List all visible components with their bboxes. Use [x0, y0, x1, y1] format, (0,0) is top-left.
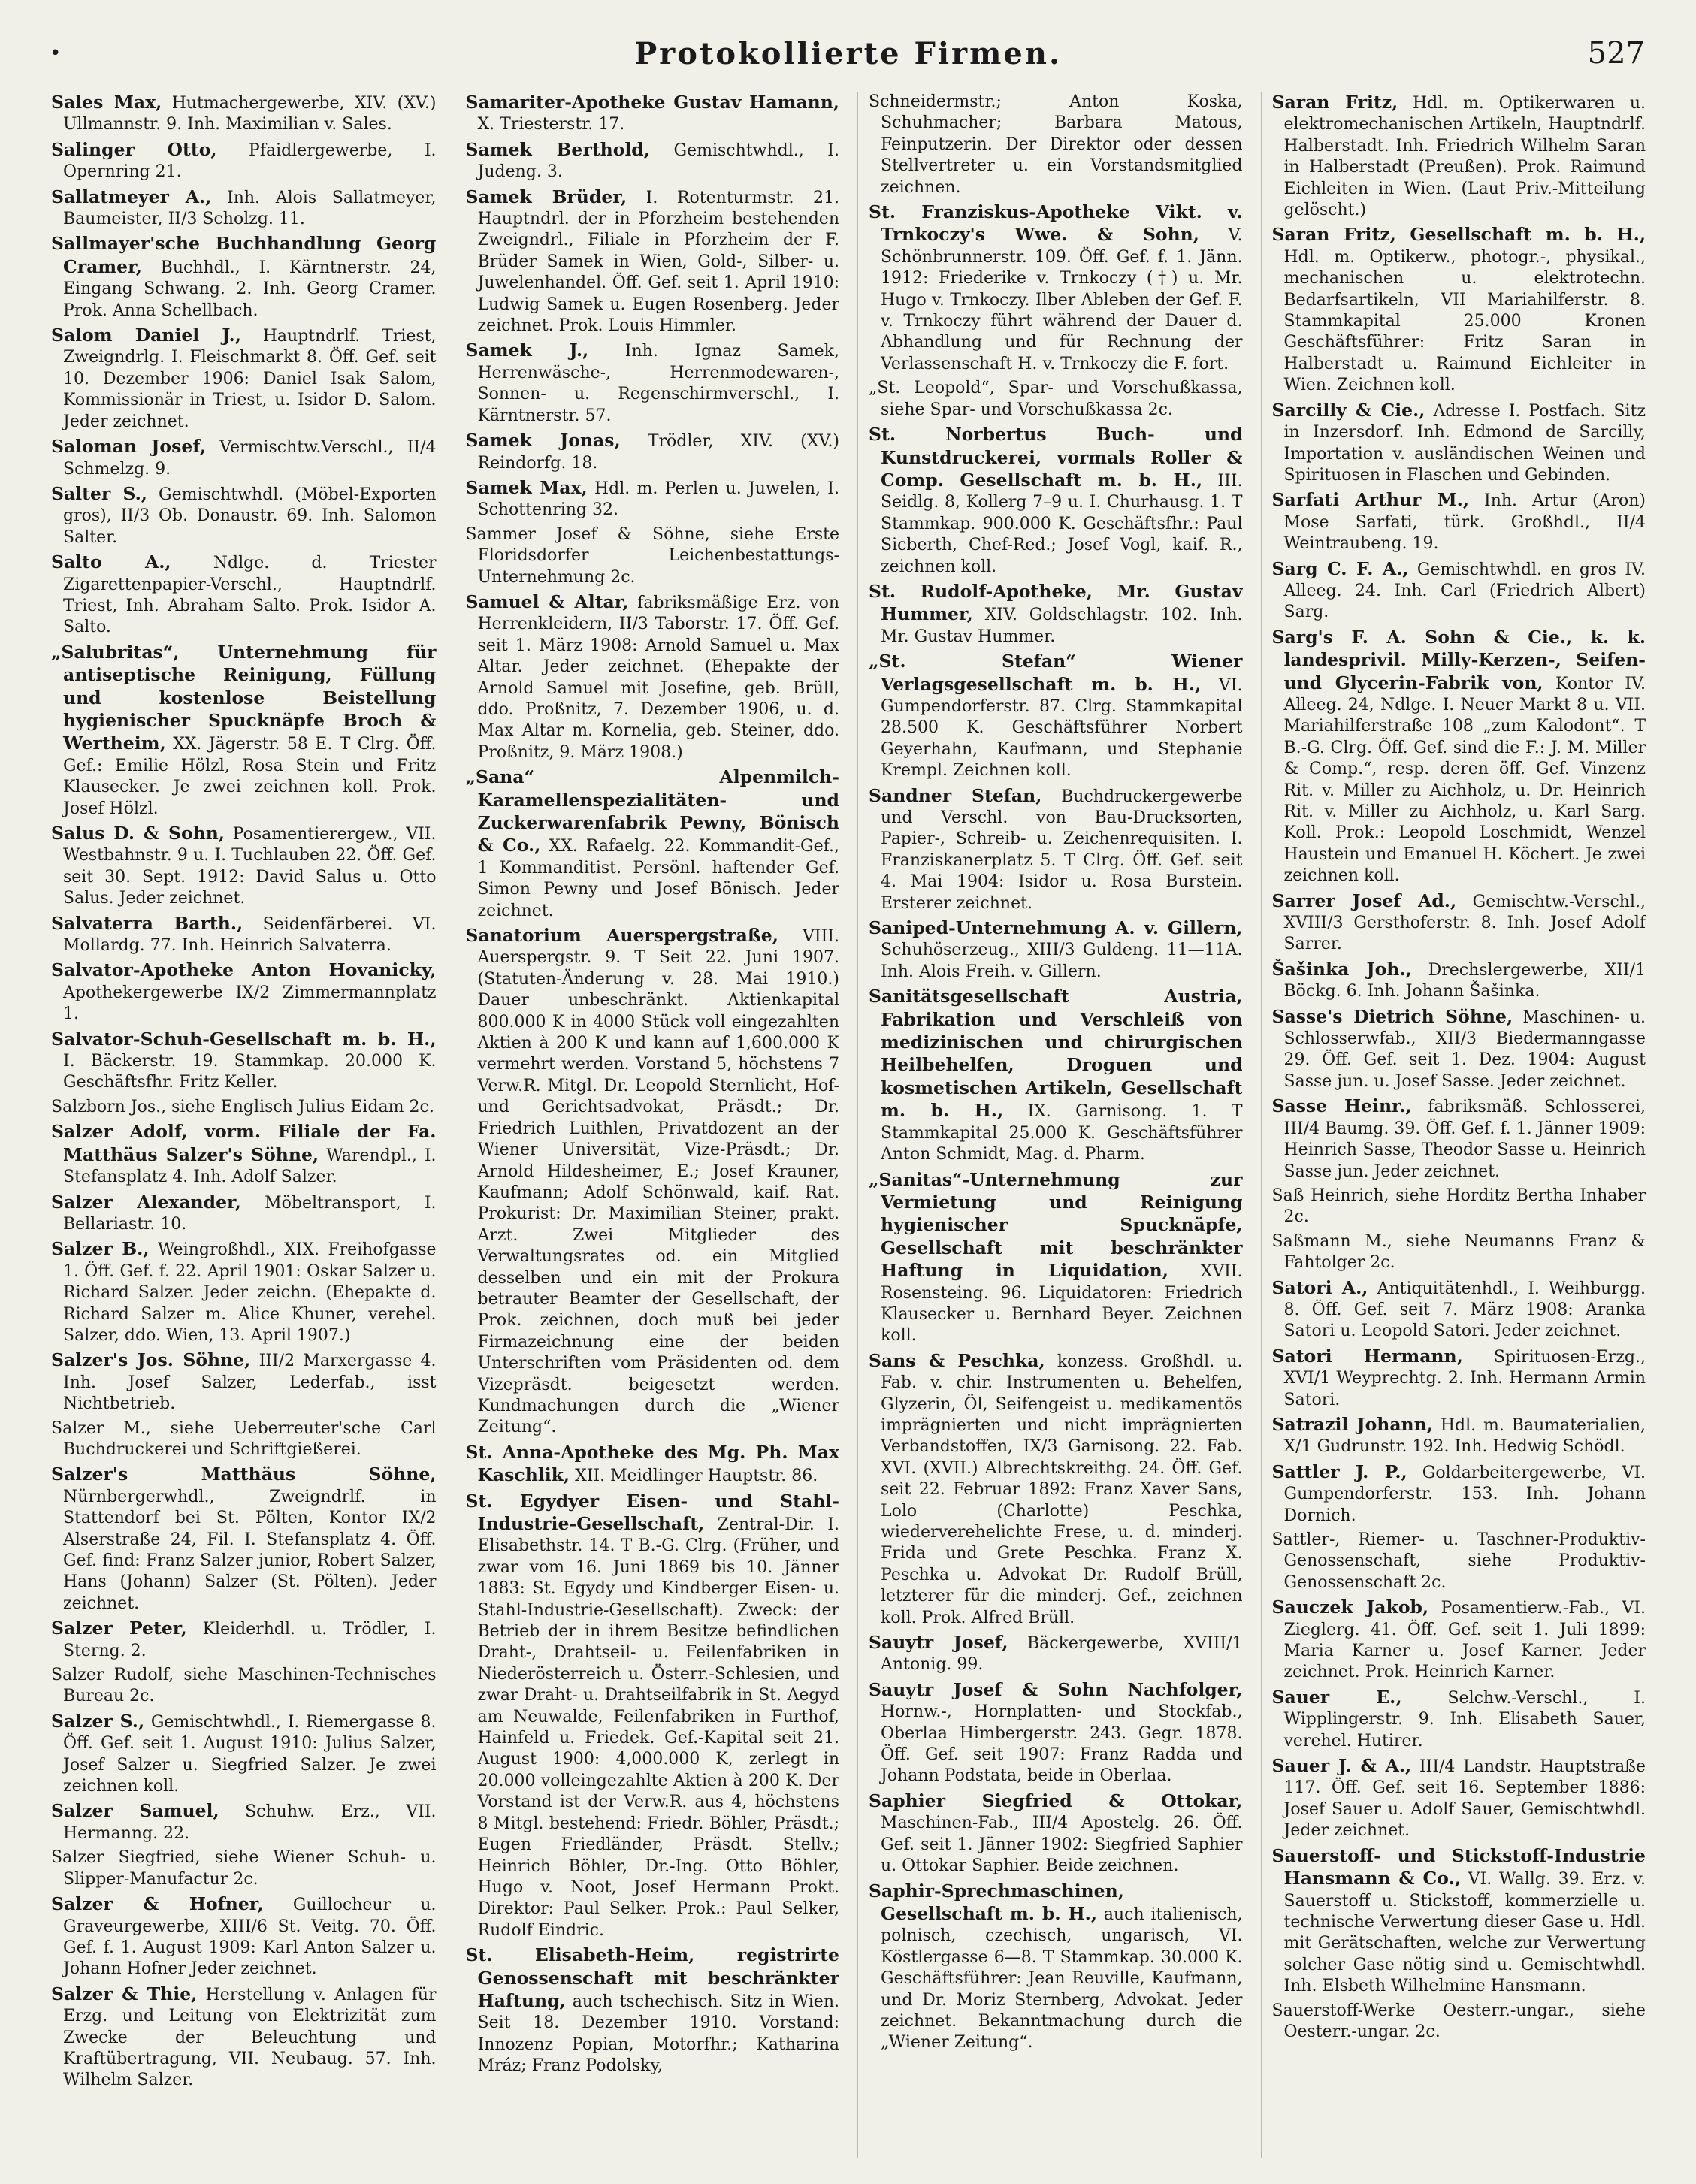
entry-details: VIII. Auerspergstr. 9. T Seit 22. Juni 1907. (Statuten-Änderung v. 28. Mai 1910.) Dauer unbeschränkt. Aktienkapital 800.000 K in 4000 Stück voll eingezahlten Aktien à 200 K und kann auf 1,600.000 K vermehrt werden. Vorstand 5, höchstens 7 Verw.R. Mitgl. Dr. Leopold Sternlicht, Hof- und Gerichtsadvokat, Präsdt.; Dr. Friedrich Luithlen, Privatdozent an der Wiener Universität, Vize-Präsdt.; Dr. Arnold Hildesheimer, E.; Josef Krauner, Kaufmann; Adolf Schönwald, kaif. Rat. Prokurist: Dr. Maximilian Steiner, prakt. Arzt. Zwei Mitglieder des Verwaltungsrates od. ein Mitglied desselben und ein mit der Prokura betrauter Beamter der Gesellschaft, der Prok. zeichnen, doch muß bei jeder Firmazeichnung eine der beiden Unterschriften vom Präsidenten od. dem Vizepräsdt. beigesetzt werden. Kundmachungen durch die „Wiener Zeitung“. — [477, 927, 839, 1437]
directory-entry — [51, 186, 437, 231]
firm-name: Sarrer Josef Ad., — [1271, 890, 1457, 911]
entry-details: Spirituosen-Erzg., XVI/1 Weyprechtg. 2. Inh. Hermann Armin Satori. — [1283, 1347, 1646, 1409]
firm-name: Sales Max, — [51, 92, 162, 113]
entry-details: „St. Leopold“, Spar- und Vorschußkassa, siehe Spar- und Vorschußkassa 2c. — [869, 379, 1243, 419]
directory-entry — [466, 1944, 840, 2077]
directory-entry — [51, 436, 437, 480]
entry-details: Salzborn Jos., siehe Englisch Julius Eidam 2c. — [51, 1097, 434, 1116]
firm-name: Sarfati Arthur M., — [1271, 489, 1469, 511]
firm-name: Salzer B., — [51, 1238, 150, 1260]
page-title: Protokollierte Firmen. — [634, 36, 1062, 71]
entry-details: Hdl. m. Optikerw., photogr.-, physikal., mechanischen u. elektrotechn. Bedarfsartikeln, VII Mariahilferstr. 8. Stammkapital 25.000 Kronen Geschäftsführer: Fritz Saran in Halberstadt u. Raimund Eichleiter in Wien. Zeichnen koll. — [1283, 247, 1646, 395]
firm-name: Salinger Otto, — [51, 138, 217, 160]
entry-details: fabriksmäß. Schlosserei, III/4 Baumg. 39. Öff. Gef. f. 1. Jänner 1909: Heinrich Sasse, Theodor Sasse u. Heinrich Sasse jun. Jeder zeichnet. — [1283, 1098, 1646, 1181]
entry-details: Sattler-, Riemer- u. Taschner-Produktiv-Genossenschaft, siehe Produktiv-Genossenschaft 2c. — [1271, 1530, 1646, 1592]
entry-details: Saß Heinrich, siehe Horditz Bertha Inhaber 2c. — [1271, 1186, 1646, 1227]
firm-name: Salzer S., — [51, 1710, 145, 1732]
directory-entry — [1272, 1596, 1646, 1684]
firm-name: Salzer & Hofner, — [51, 1893, 264, 1915]
firm-name: Sallmayer'sche Buchhandlung Georg Cramer, — [51, 233, 437, 277]
firm-name: Salzer Peter, — [51, 1618, 187, 1639]
directory-entry — [1272, 1530, 1646, 1593]
directory-entry — [1272, 1231, 1646, 1274]
entry-details: VI. Wallg. 39. Erz. v. Sauerstoff u. Stickstoff, kommerzielle u. technische Verwertung dieser Gase u. Hdl. mit Gerätschaften, welche zur Verwertung solcher Gase nötig sind u. Gemischtwhdl. Inh. Elsbeth Wilhelmine Hansmann. — [1283, 1870, 1646, 1996]
entry-details: XX. Rafaelg. 22. Kommandit-Gef., 1 Kommanditist. Persönl. haftender Gef. Simon Pewny und Josef Bönisch. Jeder zeichnet. — [477, 837, 839, 920]
directory-entry — [869, 785, 1243, 914]
firm-name: Sauer J. & A., — [1271, 1755, 1412, 1777]
entry-details: Herstellung v. Anlagen für Erzg. und Leitung von Elektrizität zum Zwecke der Beleuchtung und Kraftübertragung, VII. Neubaug. 57. Inh. Wilhelm Salzer. — [63, 1985, 437, 2090]
directory-entry — [1272, 1414, 1646, 1458]
entry-details: Maschinen-Fab., III/4 Apostelg. 26. Öff. Gef. seit 1. Jänner 1902: Siegfried Saphier u. Ottokar Saphier. Beide zeichnen. — [881, 1814, 1243, 1876]
firm-name: Salom Daniel J., — [51, 325, 241, 346]
firm-name: „Salubritas“, Unternehmung für antiseptische Reinigung, Füllung und kostenlose Beistellung hygienischer Spucknäpfe Broch & Wertheim, — [51, 641, 437, 754]
firm-name: St. Anna-Apotheke des Mg. Ph. Max Kaschlik, — [465, 1441, 839, 1486]
entry-details: Posamentierw.-Fab., VI. Zieglerg. 41. Öff. Gef. seit 1. Juli 1899: Maria Karner u. Josef Karner. Jeder zeichnet. Prok. Heinrich Karner. — [1283, 1599, 1646, 1682]
entry-details: Salzer Rudolf, siehe Maschinen-Technisches Bureau 2c. — [51, 1666, 437, 1706]
firm-name: Samek J., — [465, 340, 589, 361]
entry-details: Maschinen- u. Schlosserwfab., XII/3 Biedermanngasse 29. Öff. Gef. seit 1. Dez. 1904: August Sasse jun. u. Josef Sasse. Jeder zeichnet. — [1283, 1007, 1646, 1091]
directory-entry — [1272, 1687, 1646, 1752]
directory-entry — [1272, 92, 1646, 221]
directory-entry — [1272, 1186, 1646, 1228]
directory-entry — [51, 1192, 437, 1236]
directory-entry — [466, 477, 840, 521]
entry-details: IX. Garnisong. 1. T Stammkapital 25.000 K. Geschäftsführer Anton Schmidt, Mag. d. Pharm. — [881, 1102, 1243, 1164]
column-3 — [857, 92, 1243, 2158]
directory-entry — [51, 92, 437, 136]
firm-name: Sans & Peschka, — [869, 1349, 1045, 1371]
firm-name: Saniped-Unternehmung A. v. Gillern, — [869, 917, 1243, 939]
directory-entry — [869, 581, 1243, 648]
directory-entry — [466, 430, 840, 474]
entry-details: Selchw.-Verschl., I. Wipplingerstr. 9. Inh. Elisabeth Sauer, verehel. Hutirer. — [1283, 1688, 1646, 1751]
directory-entry — [51, 1029, 437, 1094]
firm-name: Sauytr Josef, — [869, 1632, 1008, 1654]
directory-entry — [869, 201, 1243, 375]
entry-details: Möbeltransport, I. Bellariastr. 10. — [63, 1193, 437, 1234]
firm-name: Salzer's Matthäus Söhne, — [51, 1464, 437, 1485]
directory-entry — [51, 913, 437, 957]
firm-name: Sarcilly & Cie., — [1271, 399, 1425, 421]
firm-name: St. Rudolf-Apotheke, Mr. Gustav Hummer, — [869, 580, 1243, 625]
firm-name: Sauerstoff- und Stickstoff-Industrie Hansmann & Co., — [1271, 1844, 1646, 1889]
entry-details: III. Seidlg. 8, Kollerg 7–9 u. I. Churhausg. 1. T Stammkap. 900.000 K. Geschäftsfhr.: Paul Sicberth, Chef-Red.; Josef Vogl, kaif. R., zeichnen koll. — [881, 471, 1243, 576]
column-4 — [1261, 92, 1646, 2158]
directory-entry — [1272, 224, 1646, 396]
firm-name: St. Norbertus Buch- und Kunstdruckerei, vormals Roller & Comp. Gesellschaft m. b. H., — [869, 424, 1243, 491]
directory-entry — [466, 524, 840, 588]
firm-name: Sanitätsgesellschaft Austria, Fabrikation und Verschleiß von medizinischen und chirurgischen Heilbehelfen, Droguen und kosmetischen Artikeln, Gesellschaft m. b. H., — [869, 986, 1243, 1122]
entry-details: Adresse I. Postfach. Sitz in Inzersdorf. Inh. Edmond de Sarcilly, Importation v. ausländischen Weinen und Spirituosen in Flaschen und Gebinden. — [1283, 401, 1646, 485]
entry-details: I. Rotenturmstr. 21. Hauptndrl. der in Pforzheim bestehenden Zweigndrl., Filiale in Pforzheim der F. Brüder Samek in Wien, Gold-, Silber- u. Juwelenhandel. Öff. Gef. seit 1. April 1910: Ludwig Samek u. Eugen Rosenberg. Jeder zeichnet. Prok. Louis Himmler. — [477, 188, 839, 336]
directory-entry — [51, 139, 437, 183]
directory-entry — [51, 1418, 437, 1461]
firm-name: Samek Max, — [465, 476, 588, 498]
firm-name: St. Elisabeth-Heim, registrirte Genossenschaft mit beschränkter Haftung, — [465, 1944, 839, 2011]
entry-details: Hdl. m. Optikerwaren u. elektromechanischen Artikeln, Hauptndrlf. Halberstadt. Inh. Friedrich Wilhelm Saran in Halberstadt (Preußen). Prok. Raimund Eichleiten in Wien. (Laut Priv.-Mitteilung gelöscht.) — [1283, 94, 1646, 220]
entry-details: Salzer M., siehe Ueberreuter'sche Carl Buchdruckerei und Schriftgießerei. — [51, 1418, 437, 1459]
entry-details: III/2 Marxergasse 4. Inh. Josef Salzer, Lederfab., isst Nichtbetrieb. — [63, 1352, 437, 1414]
firm-name: Šašinka Joh., — [1271, 958, 1412, 980]
entry-details: Hornw.-, Hornplatten- und Stockfab., Oberlaa Himbergerstr. 243. Gegr. 1878. Öff. Gef. seit 1907: Franz Radda und Johann Podstata, beide in Oberlaa. — [881, 1702, 1243, 1786]
entry-details: Hdl. m. Perlen u. Juwelen, I. Schottenring 32. — [477, 479, 839, 520]
directory-entry — [51, 1893, 437, 1980]
firm-name: Saloman Josef, — [51, 436, 207, 458]
entry-details: Seidenfärberei. VI. Mollardg. 77. Inh. Heinrich Salvaterra. — [63, 914, 437, 956]
entry-details: Trödler, XIV. (XV.) Reindorfg. 18. — [477, 432, 839, 473]
entry-details: fabriksmäßige Erz. von Herrenkleidern, II/3 Taborstr. 17. Öff. Gef. seit 1. März 1908: Arnold Samuel u. Max Altar. Jeder zeichnet. (Ehepakte der Arnold Samuel mit Josefine, geb. Brüll, ddo. Proßnitz, 7. Dezember 1906, u. d. Max Altar m. Kornelia, geb. Steiner, ddo. Proßnitz, 9. März 1908.) — [477, 593, 839, 762]
directory-entry — [466, 340, 840, 427]
entry-details: Gemischtwhdl. (Möbel-Exporten gros), II/3 Ob. Donaustr. 69. Inh. Salomon Salter. — [63, 485, 437, 547]
directory-entry — [869, 424, 1243, 578]
directory-entry — [869, 986, 1243, 1165]
directory-entry — [1272, 959, 1646, 1003]
entry-details: X. Triesterstr. 17. — [477, 115, 625, 134]
firm-name: Salter S., — [51, 482, 147, 504]
firm-name: Salvaterra Barth., — [51, 912, 243, 934]
entry-details: Gemischtwhdl., I. Riemergasse 8. Öff. Gef. seit 1. August 1910: Julius Salzer, Josef Salzer u. Siegfried Salzer. Je zwei zeichnen koll. — [63, 1712, 437, 1796]
page-header — [45, 32, 1651, 77]
firm-name: Samek Brüder, — [465, 186, 627, 207]
directory-entry — [1272, 1277, 1646, 1343]
directory-entry — [51, 325, 437, 433]
entry-details: Schuhöserzeug., XIII/3 Guldeng. 11—11A. Inh. Alois Freih. v. Gillern. — [881, 941, 1243, 981]
firm-name: Sauer E., — [1271, 1686, 1402, 1708]
directory-entry — [1272, 1461, 1646, 1527]
entry-details: Posamentierergew., VII. Westbahnstr. 9 u. I. Tuchlauben 22. Öff. Gef. seit 30. Sept. 1912: David Salus u. Otto Salus. Jeder zeichnet. — [63, 825, 437, 908]
directory-entry — [51, 1847, 437, 1890]
entry-details: Sauerstoff-Werke Oesterr.-ungar., siehe Oesterr.-ungar. 2c. — [1271, 2001, 1646, 2041]
directory-entry — [51, 1665, 437, 1708]
entry-details: Apothekergewerbe IX/2 Zimmermannplatz 1. — [63, 983, 437, 1024]
entry-details: Sammer Josef & Söhne, siehe Erste Floridsdorfer Leichenbestattungs-Unternehmung 2c. — [465, 524, 839, 587]
entry-details: Schneidermstr.; Anton Koska, Schuhmacher; Barbara Matous, Feinputzerin. Der Direktor oder dessen Stellvertreter u. ein Vorstandsmitglied zeichnen. — [869, 92, 1243, 197]
firm-name: Satrazil Johann, — [1271, 1413, 1433, 1435]
firm-name: „St. Stefan“ Wiener Verlagsgesellschaft m. b. H., — [869, 651, 1243, 695]
entry-details: Inh. Alois Sallatmeyer, Baumeister, II/3 Scholzg. 11. — [63, 188, 437, 229]
entry-details: Schuhw. Erz., VII. Hermanng. 22. — [63, 1802, 437, 1843]
entry-details: Goldarbeitergewerbe, VI. Gumpendorferstr. 153. Inh. Johann Dornich. — [1283, 1463, 1646, 1525]
entry-details: Nürnbergerwhdl., Zweigndrlf. in Stattendorf bei St. Pölten, Kontor IX/2 Alserstraße 24, Fil. I. Stefansplatz 4. Öff. Gef. find: Franz Salzer junior, Robert Salzer, Hans (Johann) Salzer (St. Pölten). Jeder zeichnet. — [63, 1487, 437, 1613]
firm-name: Sasse Heinr., — [1271, 1095, 1412, 1117]
entry-details: Hdl. m. Baumaterialien, X/1 Gudrunstr. 192. Inh. Hedwig Schödl. — [1283, 1415, 1646, 1457]
directory-entry — [1272, 1095, 1646, 1183]
directory-entry — [869, 1679, 1243, 1787]
directory-entry — [869, 1880, 1243, 2054]
entry-details: Drechslergewerbe, XII/1 Böckg. 6. Inh. Johann Šašinka. — [1283, 960, 1646, 1001]
firm-name: Salzer's Jos. Söhne, — [51, 1349, 251, 1371]
entry-details: XIV. Goldschlagstr. 102. Inh. Mr. Gustav Hummer. — [881, 606, 1243, 646]
entry-details: V. Schönbrunnerstr. 109. Öff. Gef. f. 1. Jänn. 1912: Friederike v. Trnkoczy (†) u. Mr. Hugo v. Trnkoczy. Ilber Ableben der Gef. F. v. Trnkoczy führt während der Dauer d. Abhandlung und für Rechnung der Verlassenschaft H. v. Trnkoczy die F. fort. — [881, 226, 1243, 373]
firm-name: Sarg's F. A. Sohn & Cie., k. k. landesprivil. Milly-Kerzen-, Seifen- und Glycerin-Fabrik von, — [1271, 626, 1646, 693]
directory-entry — [869, 917, 1243, 983]
directory-entry — [51, 1464, 437, 1615]
entry-details: XX. Jägerstr. 58 E. T Clrg. Öff. Gef.: Emilie Hölzl, Rosa Stein und Fritz Klausecker. Je zwei zeichnen koll. Prok. Josef Hölzl. — [63, 735, 437, 818]
firm-name: St. Franziskus-Apotheke Vikt. v. Trnkoczy's Wwe. & Sohn, — [869, 201, 1243, 246]
firm-name: Saphier Siegfried & Ottokar, — [869, 1790, 1243, 1811]
directory-entry — [466, 766, 840, 922]
directory-entry — [51, 1121, 437, 1188]
entry-details: Buchhdl., I. Kärntnerstr. 24, Eingang Schwang. 2. Inh. Georg Cramer. Prok. Anna Schellbach. — [63, 258, 437, 320]
firm-name: Salvator-Schuh-Gesellschaft m. b. H., — [51, 1028, 437, 1050]
entry-details: Vermischtw.Verschl., II/4 Schmelzg. 9. — [63, 438, 437, 479]
firm-name: Sarg C. F. A., — [1271, 557, 1409, 579]
entry-details: auch italienisch, polnisch, czechisch, ungarisch, VI. Köstlergasse 6—8. T Stammkap. 30.000 K. Geschäftsführer: Jean Reuville, Kaufmann, und Dr. Moriz Sternberg, Advokat. Jeder zeichnet. Bekanntmachung durch die „Wiener Zeitung“. — [881, 1905, 1243, 2053]
firm-name: Saphir-Sprechmaschinen, Gesellschaft m. b. H., — [869, 1880, 1124, 1924]
directory-entry — [869, 378, 1243, 421]
directory-entry — [51, 1618, 437, 1662]
entry-details: Kleiderhdl. u. Trödler, I. Sterng. 2. — [63, 1620, 437, 1660]
entry-details: Hutmachergewerbe, XIV. (XV.) Ullmannstr. 9. Inh. Maximilian v. Sales. — [63, 94, 437, 134]
directory-entry — [51, 1800, 437, 1844]
entry-details: Bäckergewerbe, XVIII/1 Antonig. 99. — [881, 1634, 1243, 1675]
firm-name: Samuel & Altar, — [465, 591, 629, 612]
directory-entry — [1272, 1346, 1646, 1411]
directory-entry — [869, 1350, 1243, 1629]
entry-details: Buchdruckergewerbe und Verschl. von Bau-Drucksorten, Papier-, Schreib- u. Zeichenrequisiten. I. Franziskanerplatz 5. T Clrg. Öff. Gef. seit 4. Mai 1904: Isidor u. Rosa Burstein. Ersterer zeichnet. — [881, 787, 1243, 913]
firm-name: Salzer & Thie, — [51, 1983, 198, 2004]
firm-name: Samek Jonas, — [465, 430, 621, 452]
directory-entry — [51, 1238, 437, 1346]
entry-details: XVII. Rosensteing. 96. Liquidatoren: Friedrich Klausecker u. Bernhard Beyer. Zeichnen koll. — [881, 1262, 1243, 1346]
directory-columns — [51, 92, 1646, 2158]
directory-entry — [1272, 1006, 1646, 1093]
firm-name: „Sanitas“-Unternehmung zur Vermietung und Reinigung hygienischer Spucknäpfe, Gesellschaft mit beschränkter Haftung in Liquidation, — [869, 1168, 1243, 1282]
directory-entry — [51, 1097, 437, 1118]
entry-details: Saßmann M., siehe Neumanns Franz & Fahtolger 2c. — [1271, 1231, 1646, 1273]
directory-entry — [1272, 489, 1646, 554]
entry-details: Kontor IV. Alleeg. 24, Ndlge. I. Neuer Markt 8 u. VII. Mariahilferstraße 108 „zum Kalodont“. T B.-G. Clrg. Öff. Gef. sind die F.: J. M. Miller & Comp.“, resp. deren öff. Gef. Vinzenz Rit. v. Miller zu Aichholz, u. Dr. Heinrich Rit. v. Miller zu Aichholz, u. Karl Sarg. Koll. Prok.: Leopold Loschmidt, Wenzel Haustein und Emanuel H. Köchert. Je zwei zeichnen koll. — [1283, 674, 1646, 886]
firm-name: Sanatorium Auerspergstraße, — [465, 925, 778, 947]
column-1 — [51, 92, 437, 2158]
directory-entry — [466, 1491, 840, 1942]
entry-details: Hauptndrlf. Triest, Zweigndrlg. I. Fleischmarkt 8. Öff. Gef. seit 10. Dezember 1906: Daniel Isak Salom, Kommissionär in Triest, u. Isidor D. Salom. Jeder zeichnet. — [63, 327, 437, 431]
firm-name: Satori Hermann, — [1271, 1345, 1463, 1367]
entry-details: Warendpl., I. Stefansplatz 4. Inh. Adolf Salzer. — [63, 1146, 437, 1187]
entry-details: konzess. Großhdl. u. Fab. v. chir. Instrumenten u. Behelfen, Glyzerin, Öl, Seifengeist u. medikamentös imprägnierten und nicht imprägnierten Verbandstoffen, IX/3 Garnisong. 22. Fab. XVI. (XVII.) Albrechtskreithg. 24. Öff. Gef. seit 22. Februar 1892: Franz Xaver Sans, Lolo (Charlotte) Peschka, wiederverehelichte Frese, u. d. minderj. Frida und Grete Peschka. Franz X. Peschka u. Advokat Dr. Rudolf Brüll, letzterer für die minderj. Gef., zeichnen koll. Prok. Alfred Brüll. — [881, 1352, 1243, 1627]
directory-entry — [466, 92, 840, 136]
entry-details: auch tschechisch. Sitz in Wien. Seit 18. Dezember 1910. Vorstand: Innozenz Popian, Motorfhr.; Katharina Mráz; Franz Podolsky, — [477, 1992, 839, 2076]
directory-entry — [51, 1711, 437, 1798]
directory-entry — [1272, 1845, 1646, 1998]
entry-details: VI. Gumpendorferstr. 87. Clrg. Stammkapital 28.500 K. Geschäftsführer Norbert Geyerhahn, Kaufmann, und Stephanie Krempl. Zeichnen koll. — [881, 675, 1243, 781]
directory-entry — [1272, 1755, 1646, 1842]
directory-entry — [51, 1349, 437, 1415]
directory-entry — [869, 1790, 1243, 1877]
firm-name: „Sana“ Alpenmilch-Karamellenspezialitäten- und Zuckerwarenfabrik Pewny, Bönisch & Co., — [465, 766, 839, 856]
directory-entry — [466, 186, 840, 337]
entry-details: Gemischtwhdl. en gros IV. Alleeg. 24. Inh. Carl (Friedrich Albert) Sarg. — [1283, 560, 1646, 622]
directory-entry — [51, 823, 437, 910]
directory-entry — [869, 651, 1243, 781]
firm-name: Sattler J. P., — [1271, 1461, 1407, 1482]
directory-entry — [51, 483, 437, 548]
directory-entry — [466, 139, 840, 183]
firm-name: Salvator-Apotheke Anton Hovanicky, — [51, 959, 437, 981]
firm-name: Samariter-Apotheke Gustav Hamann, — [465, 92, 839, 113]
directory-entry — [1272, 558, 1646, 624]
entry-details: Pfaidlergewerbe, I. Opernring 21. — [63, 140, 437, 182]
entry-details: III/4 Landstr. Hauptstraße 117. Öff. Gef. seit 16. September 1886: Josef Sauer u. Adolf Sauer, Gemischtwhdl. Jeder zeichnet. — [1283, 1757, 1646, 1841]
firm-name: Satori A., — [1271, 1276, 1368, 1298]
firm-name: St. Egydyer Eisen- und Stahl-Industrie-Gesellschaft, — [465, 1490, 839, 1534]
entry-details: Inh. Ignaz Samek, Herrenwäsche-, Herrenmodewaren-, Sonnen- u. Regenschirmverschl., I. Kärntnerstr. 57. — [477, 342, 839, 425]
firm-name: Sandner Stefan, — [869, 784, 1042, 806]
entry-details: Salzer Siegfried, siehe Wiener Schuh- u. Slipper-Manufactur 2c. — [51, 1848, 437, 1889]
firm-name: Salzer Alexander, — [51, 1191, 241, 1213]
entry-details: Gemischtwhdl., I. Judeng. 3. — [477, 140, 839, 182]
header-mark: • — [50, 42, 62, 65]
firm-name: Salto A., — [51, 551, 171, 573]
directory-entry — [51, 1983, 437, 2092]
firm-name: Sasse's Dietrich Söhne, — [1271, 1005, 1513, 1027]
directory-entry — [869, 92, 1243, 198]
firm-name: Saran Fritz, Gesellschaft m. b. H., — [1271, 224, 1646, 246]
column-2 — [455, 92, 840, 2158]
entry-details: Gemischtw.-Verschl., XVIII/3 Gersthoferstr. 8. Inh. Josef Adolf Sarrer. — [1283, 892, 1646, 954]
directory-entry — [51, 959, 437, 1025]
entry-details: Guillocheur u. Graveurgewerbe, XIII/6 St. Veitg. 70. Öff. Gef. f. 1. August 1909: Karl Anton Salzer u. Johann Hofner Jeder zeichnet. — [63, 1896, 437, 1979]
firm-name: Sallatmeyer A., — [51, 186, 212, 207]
firm-name: Salus D. & Sohn, — [51, 823, 225, 844]
firm-name: Saran Fritz, — [1271, 92, 1398, 113]
directory-entry — [1272, 890, 1646, 956]
entry-details: Antiquitätenhdl., I. Weihburgg. 8. Öff. Gef. seit 7. März 1908: Aranka Satori u. Leopold Satori. Jeder zeichnet. — [1283, 1279, 1646, 1341]
directory-entry — [51, 233, 437, 322]
directory-entry — [466, 591, 840, 763]
entry-details: Ndlge. d. Triester Zigarettenpapier-Verschl., Hauptndrlf. Triest, Inh. Abraham Salto. Prok. Isidor A. Salto. — [63, 554, 437, 637]
directory-entry — [51, 642, 437, 820]
entry-details: Inh. Artur (Aron) Mose Sarfati, türk. Großhdl., II/4 Weintraubeng. 19. — [1283, 491, 1646, 554]
directory-entry — [466, 1442, 840, 1488]
directory-entry — [1272, 2001, 1646, 2044]
directory-entry — [1272, 400, 1646, 487]
entry-details: I. Bäckerstr. 19. Stammkap. 20.000 K. Geschäftsfhr. Fritz Keller. — [63, 1052, 437, 1092]
directory-entry — [466, 925, 840, 1439]
entry-details: Zentral-Dir. I. Elisabethstr. 14. T B.-G. Clrg. (Früher, und zwar vom 16. Juni 1869 bis 10. Jänner 1883: St. Egydy und Kindberger Eisen- u. Stahl-Industrie-Gesellschaft). Zweck: der Betrieb der in ihrem Besitze befindlichen Draht-, Drahtseil- u. Feilenfabriken in Niederösterreich u. Österr.-Schlesien, und zwar Draht- u. Drahtseilfabrik in St. Aegyd am Neuwalde, Feilenfabriken in Furthof, Hainfeld u. Friedek. Gef.-Kapital seit 21. August 1900: 4,000.000 K, zerlegt in 20.000 volleingezahlte Aktien à 200 K. Der Vorstand ist der Verw.R. aus 4, höchstens 8 Mitgl. bestehend: Friedr. Böhler, Präsdt.; Eugen Friedländer, Präsdt. Stellv.; Heinrich Böhler, Dr.-Ing. Otto Böhler, Hugo v. Noot, Josef Hermann Prokt. Direktor: Paul Selker. Prok.: Paul Selker, Rudolf Eindric. — [477, 1515, 839, 1940]
firm-name: Sauytr Josef & Sohn Nachfolger, — [869, 1678, 1243, 1700]
directory-entry — [1272, 627, 1646, 887]
page-number: 527 — [1587, 36, 1645, 71]
entry-details: XII. Meidlinger Hauptstr. 86. — [575, 1467, 818, 1486]
firm-name: Sauczek Jakob, — [1271, 1596, 1429, 1618]
directory-entry — [869, 1632, 1243, 1676]
directory-entry — [869, 1169, 1243, 1347]
entry-details: Weingroßhdl., XIX. Freihofgasse 1. Öff. Gef. f. 22. April 1901: Oskar Salzer u. Richard Salzer. Jeder zeichn. (Ehepakte d. Richard Salzer m. Alice Khuner, verehel. Salzer, ddo. Wien, 13. April 1907.) — [63, 1240, 437, 1345]
firm-name: Samek Berthold, — [465, 138, 650, 160]
firm-name: Salzer Adolf, vorm. Filiale der Fa. Matthäus Salzer's Söhne, — [51, 1121, 437, 1165]
firm-name: Salzer Samuel, — [51, 1800, 219, 1822]
directory-entry — [51, 551, 437, 639]
